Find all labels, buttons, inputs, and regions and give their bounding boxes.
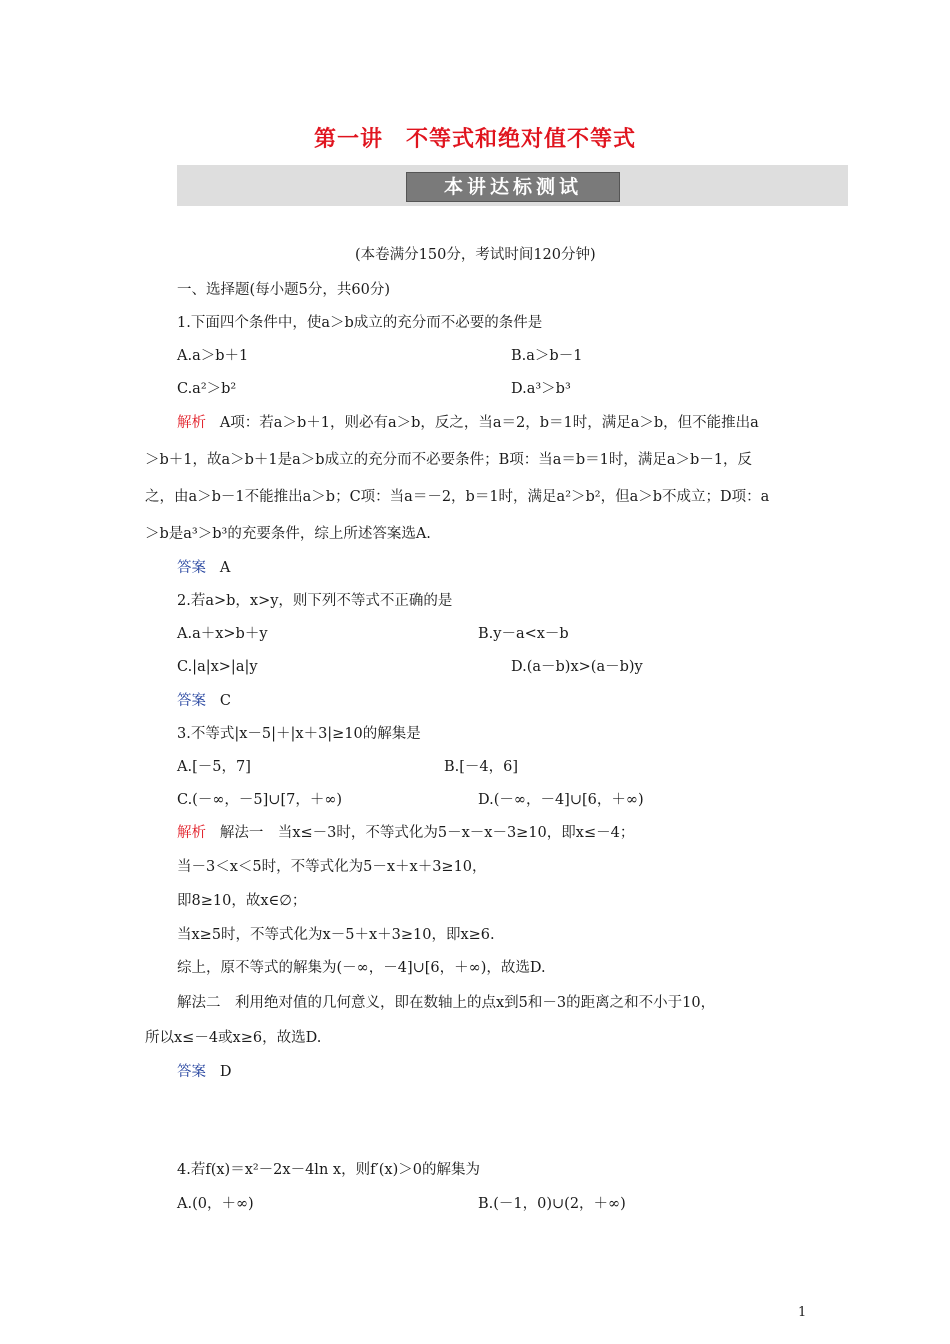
q1-option-b: B.a＞b－1 [511, 348, 583, 364]
q4-option-b: B.(－1，0)∪(2，＋∞) [478, 1196, 626, 1212]
q1-stem: 1.下面四个条件中，使a＞b成立的充分而不必要的条件是 [177, 315, 543, 331]
section-heading: 一、选择题(每小题5分，共60分) [177, 282, 390, 298]
page-number: 1 [798, 1305, 807, 1320]
q1-analysis-line-1 [177, 413, 759, 433]
q3-analysis-line-7: 所以x≤－4或x≥6，故选D. [145, 1030, 322, 1046]
q3-analysis-line-2: 当－3＜x＜5时，不等式化为5－x＋x＋3≥10， [177, 859, 487, 875]
q1-option-a: A.a＞b＋1 [177, 348, 249, 364]
q3-option-c: C.(－∞，－5]∪[7，＋∞) [177, 792, 343, 808]
q1-option-d: D.a³＞b³ [511, 381, 571, 397]
q1-analysis-line-4: ＞b是a³＞b³的充要条件，综上所述答案选A. [145, 526, 431, 542]
q2-option-c: C.|a|x>|a|y [177, 659, 258, 675]
answer-value: A [219, 560, 231, 576]
q3-analysis-line-1 [177, 823, 634, 843]
exam-info: (本卷满分150分，考试时间120分钟) [355, 247, 596, 263]
q2-stem: 2.若a>b，x>y，则下列不等式不正确的是 [177, 593, 453, 609]
answer-value: D [219, 1064, 232, 1080]
q3-analysis-line-6: 解法二 利用绝对值的几何意义，即在数轴上的点x到5和－3的距离之和不小于10， [177, 995, 716, 1011]
page-title: 第一讲 不等式和绝对值不等式 [313, 127, 636, 152]
q3-analysis-line-4: 当x≥5时，不等式化为x－5＋x＋3≥10，即x≥6. [177, 927, 495, 943]
analysis-text: A项：若a＞b＋1，则必有a＞b，反之，当a＝2，b＝1时，满足a＞b，但不能推出a [219, 415, 759, 431]
q3-option-d: D.(－∞，－4]∪[6，＋∞) [478, 792, 644, 808]
q2-option-b: B.y－a<x－b [478, 626, 569, 642]
q3-analysis-line-3: 即8≥10，故x∈∅； [177, 893, 307, 909]
answer-label: 答案 [177, 693, 206, 709]
q4-stem: 4.若f(x)＝x²－2x－4ln x，则f′(x)＞0的解集为 [177, 1162, 480, 1178]
answer-label: 答案 [177, 560, 206, 576]
section-banner: 本讲达标测试 [406, 172, 620, 202]
analysis-label: 解析 [177, 415, 206, 431]
q3-option-b: B.[－4，6] [444, 759, 519, 775]
analysis-label: 解析 [177, 825, 206, 841]
q4-option-a: A.(0，＋∞) [177, 1196, 254, 1212]
q1-option-c: C.a²＞b² [177, 381, 237, 397]
q1-analysis-line-3: 之，由a＞b－1不能推出a＞b；C项：当a＝－2，b＝1时，满足a²＞b²，但a＞b不成立；D项：a [145, 489, 770, 505]
answer-label: 答案 [177, 1064, 206, 1080]
q3-answer [177, 1062, 231, 1082]
q2-option-d: D.(a－b)x>(a－b)y [511, 659, 643, 675]
q1-analysis-line-2: ＞b＋1，故a＞b＋1是a＞b成立的充分而不必要条件；B项：当a＝b＝1时，满足a＞b－1，反 [145, 452, 753, 468]
q2-option-a: A.a＋x>b＋y [177, 626, 268, 642]
q2-answer [177, 691, 231, 711]
q3-analysis-line-5: 综上，原不等式的解集为(－∞，－4]∪[6，＋∞)，故选D. [177, 960, 546, 976]
q3-option-a: A.[－5，7] [177, 759, 251, 775]
q1-answer [177, 558, 230, 578]
q3-stem: 3.不等式|x－5|＋|x＋3|≥10的解集是 [177, 726, 421, 742]
analysis-text: 解法一 当x≤－3时，不等式化为5－x－x－3≥10，即x≤－4； [219, 825, 635, 841]
answer-value: C [219, 693, 231, 709]
